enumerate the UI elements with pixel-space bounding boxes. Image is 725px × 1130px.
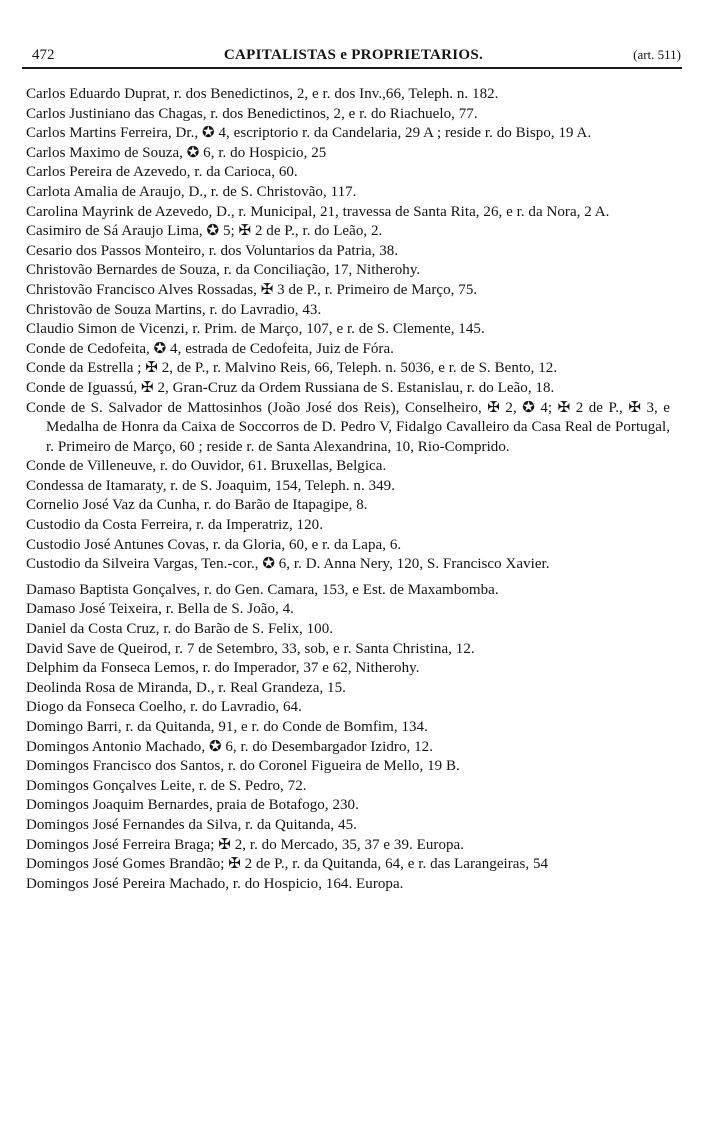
directory-entry: Carlos Eduardo Duprat, r. dos Benedictinos, 2, e r. dos Inv.,66, Teleph. n. 182. — [26, 86, 499, 102]
directory-entry: Christovão Bernardes de Souza, r. da Conciliação, 17, Nitherohy. — [26, 262, 421, 279]
directory-entry: Casimiro de Sá Araujo Lima, ✪ 5; ✠ 2 de P., r. do Leão, 2. — [26, 223, 383, 240]
directory-entry: Delphim da Fonseca Lemos, r. do Imperador, 37 e 62, Nitherohy. — [26, 660, 420, 677]
directory-entry: Domingos José Gomes Brandão; ✠ 2 de P., r. da Quitanda, 64, e r. das Larangeiras, 54 — [26, 856, 549, 873]
directory-entry: Conde de Cedofeita, ✪ 4, estrada de Cedofeita, Juiz de Fóra. — [26, 340, 394, 357]
directory-entry: Domingos Joaquim Bernardes, praia de Botafogo, 230. — [26, 797, 359, 814]
directory-entry: Domingos Antonio Machado, ✪ 6, r. do Desembargador Izidro, 12. — [26, 738, 433, 755]
directory-entry: Domingos Francisco dos Santos, r. do Coronel Figueira de Mello, 19 B. — [26, 758, 460, 775]
directory-entry: Conde da Estrella ; ✠ 2, de P., r. Malvino Reis, 66, Teleph. n. 5036, e r. de S. Bento, 12. — [26, 360, 558, 377]
directory-entry: Claudio Simon de Vicenzi, r. Prim. de Março, 107, e r. de S. Clemente, 145. — [26, 321, 485, 338]
directory-entry: Deolinda Rosa de Miranda, D., r. Real Grandeza, 15. — [26, 679, 346, 696]
directory-entry: Carlos Maximo de Souza, ✪ 6, r. do Hospicio, 25 — [26, 144, 327, 161]
directory-entry: Domingos José Fernandes da Silva, r. da Quitanda, 45. — [26, 816, 357, 833]
directory-entry: Domingos Gonçalves Leite, r. de S. Pedro, 72. — [26, 777, 307, 794]
directory-entries — [0, 85, 725, 894]
directory-entry: Domingos José Ferreira Braga; ✠ 2, r. do Mercado, 35, 37 e 39. Europa. — [26, 836, 465, 853]
directory-entry: Carolina Mayrink de Azevedo, D., r. Municipal, 21, travessa de Santa Rita, 26, e r. da Nora, 2 A. — [26, 203, 610, 220]
directory-entry: Diogo da Fonseca Coelho, r. do Lavradio, 64. — [26, 699, 302, 716]
directory-entry: Damaso José Teixeira, r. Bella de S. João, 4. — [26, 601, 294, 618]
directory-entry: Christovão de Souza Martins, r. do Lavradio, 43. — [26, 301, 322, 318]
directory-entry: Domingo Barri, r. da Quitanda, 91, e r. do Conde de Bomfim, 134. — [26, 719, 428, 735]
directory-entry: Damaso Baptista Gonçalves, r. do Gen. Camara, 153, e Est. de Maxambomba. — [26, 581, 499, 598]
directory-entry: Daniel da Costa Cruz, r. do Barão de S. Felix, 100. — [26, 621, 334, 638]
directory-entry: Custodio da Costa Ferreira, r. da Imperatriz, 120. — [26, 517, 324, 534]
directory-entry: Carlota Amalia de Araujo, D., r. de S. Christovão, 117. — [26, 183, 357, 200]
directory-entry: Conde de Iguassú, ✠ 2, Gran-Cruz da Ordem Russiana de S. Estanislau, r. do Leão, 18. — [26, 379, 555, 396]
directory-entry: Conde de Villeneuve, r. do Ouvidor, 61. Bruxellas, Belgica. — [26, 458, 387, 475]
page-header — [26, 44, 681, 66]
directory-entry: Custodio José Antunes Covas, r. da Gloria, 60, e r. da Lapa, 6. — [26, 536, 402, 553]
directory-entry: Custodio da Silveira Vargas, Ten.-cor., ✪ 6, r. D. Anna Nery, 120, S. Francisco Xavier. — [26, 556, 550, 573]
directory-entry: Carlos Pereira de Azevedo, r. da Carioca, 60. — [26, 164, 298, 181]
directory-entry: Condessa de Itamaraty, r. de S. Joaquim, 154, Teleph. n. 349. — [26, 477, 396, 494]
article-reference: (art. 511) — [633, 47, 681, 62]
directory-entry: Cornelio José Vaz da Cunha, r. do Barão de Itapagipe, 8. — [26, 497, 368, 514]
header-rule — [22, 67, 682, 69]
directory-entry: Cesario dos Passos Monteiro, r. dos Voluntarios da Patria, 38. — [26, 242, 399, 259]
directory-entry: Domingos José Pereira Machado, r. do Hospicio, 164. Europa. — [26, 875, 404, 892]
page-number: 472 — [32, 47, 55, 63]
directory-entry: Carlos Martins Ferreira, Dr., ✪ 4, escriptorio r. da Candelaria, 29 A ; reside r. do Bispo, 19 A. — [26, 125, 592, 142]
directory-entry: Conde de S. Salvador de Mattosinhos (João José dos Reis), Conselheiro, ✠ 2, ✪ 4; ✠ 2 de P., ✠ 3, e Medalha de Honra da Caixa de Soccorros de D. Pedro V, Fidalgo Cavalleiro da Casa Real de Portugal, r. Primeiro de Março, 60 ; reside r. de Santa Alexandrina, 10, Rio-Comprido. — [26, 399, 670, 455]
directory-entry: Carlos Justiniano das Chagas, r. dos Benedictinos, 2, e r. do Riachuelo, 77. — [26, 105, 478, 122]
directory-entry: David Save de Queirod, r. 7 de Setembro, 33, sob, e r. Santa Christina, 12. — [26, 640, 475, 657]
page-title: CAPITALISTAS e PROPRIETARIOS. — [223, 47, 484, 63]
directory-entry: Christovão Francisco Alves Rossadas, ✠ 3 de P., r. Primeiro de Março, 75. — [26, 281, 478, 298]
